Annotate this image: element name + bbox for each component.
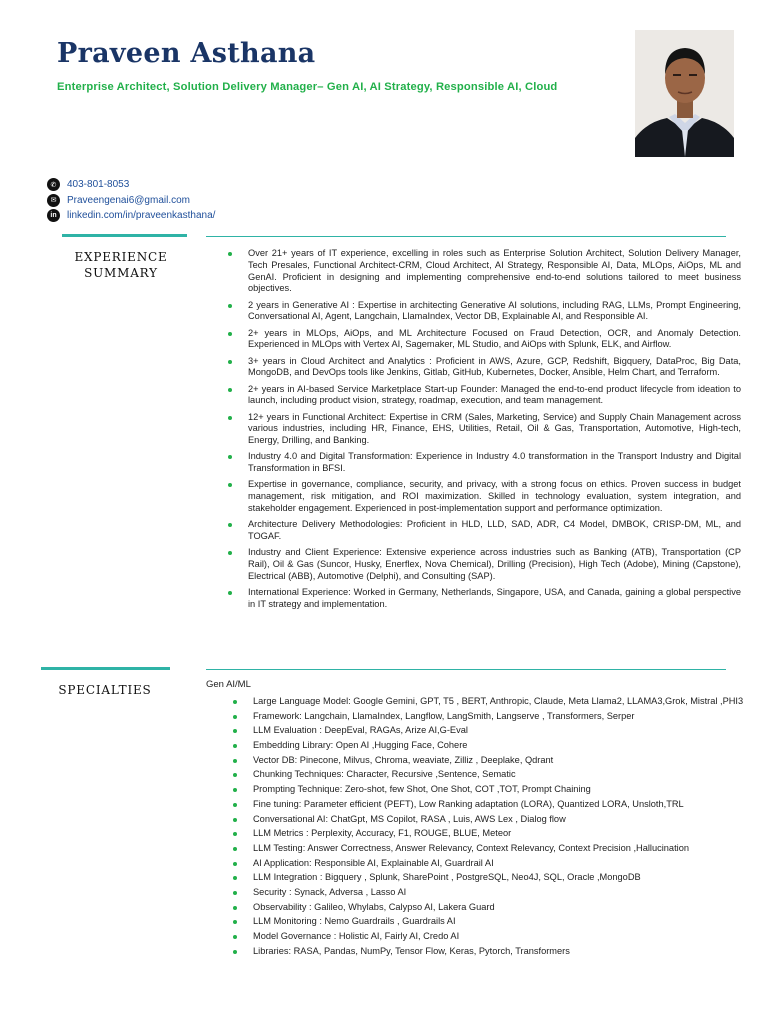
specialty-item: Security : Synack, Adversa , Lasso AI bbox=[253, 887, 753, 899]
specialties-title: SPECIALTIES bbox=[58, 683, 152, 697]
experience-item: Industry and Client Experience: Extensive experience across industries such as Banking (ATB), Transportation (CP Rail), Oil & Gas (Suncor, Husky, Enerflex, Nova Chemical), Drilling (Precision), High Tech (Adobe), Mining (Capstone), Electrical (ABB), Automotive (Delphi), and Consulting (SAP). bbox=[248, 547, 741, 581]
specialty-item: Libraries: RASA, Pandas, NumPy, Tensor Flow, Keras, Pytorch, Transformers bbox=[253, 946, 753, 958]
experience-title-line2: SUMMARY bbox=[84, 266, 158, 280]
profile-photo bbox=[635, 30, 734, 157]
phone-row bbox=[47, 177, 215, 193]
specialties-subheading: Gen AI/ML bbox=[206, 679, 251, 690]
specialty-item: Conversational AI: ChatGpt, MS Copilot, RASA , Luis, AWS Lex , Dialog flow bbox=[253, 814, 753, 826]
experience-item: 2+ years in AI-based Service Marketplace Start-up Founder: Managed the end-to-end product lifecycle from ideation to launch, including product vision, strategy, roadmap, execution, and team management. bbox=[248, 383, 741, 406]
experience-item: Over 21+ years of IT experience, excelling in roles such as Enterprise Solution Architect, Solution Delivery Manager, Tech Presales, Functional Architect-CRM, Cloud Architect, AI Strategy, Responsible AI, Data, MLOps, AiOps, ML and GenAI. Proficient in designing and implementing comprehensive end-to-end solutions tailored to meet business objectives. bbox=[248, 248, 741, 294]
linkedin-row bbox=[47, 208, 215, 224]
specialty-item: Observability : Galileo, Whylabs, Calypso AI, Lakera Guard bbox=[253, 902, 753, 914]
email-link[interactable]: Praveengenai6@gmail.com bbox=[67, 194, 190, 206]
specialty-item: Chunking Techniques: Character, Recursive ,Sentence, Sematic bbox=[253, 769, 753, 781]
specialty-item: Model Governance : Holistic AI, Fairly AI, Credo AI bbox=[253, 931, 753, 943]
specialty-item: LLM Metrics : Perplexity, Accuracy, F1, ROUGE, BLUE, Meteor bbox=[253, 828, 753, 840]
candidate-name: Praveen Asthana bbox=[57, 38, 316, 69]
experience-item: 12+ years in Functional Architect: Expertise in CRM (Sales, Marketing, Service) and Supply Chain Management across various industries, including HR, Finance, EHS, Utilities, Retail, Oil & Gas, Transportation, Automotive, High-tech, Energy, Drilling, and Banking. bbox=[248, 411, 741, 446]
experience-summary-title bbox=[62, 249, 180, 281]
mail-icon: ✉ bbox=[47, 194, 60, 207]
experience-rule-right bbox=[206, 236, 726, 237]
experience-item: 2 years in Generative AI : Expertise in architecting Generative AI solutions, including RAG, LLMs, Prompt Engineering, Conversational AI, Agent, Langchain, LlamaIndex, Vector DB, Explainable AI, and Responsible AI. bbox=[248, 299, 741, 322]
specialty-item: Large Language Model: Google Gemini, GPT, T5 , BERT, Anthropic, Claude, Meta Llama2, LLAMA3,Grok, Mistral ,PHI3 bbox=[253, 696, 753, 708]
phone-icon: ✆ bbox=[47, 178, 60, 191]
specialty-item: Fine tuning: Parameter efficient (PEFT), Low Ranking adaptation (LORA), Quantized LORA, Unsloth,TRL bbox=[253, 799, 753, 811]
specialties-rule-left bbox=[41, 667, 170, 670]
specialties-list bbox=[253, 696, 753, 960]
specialty-item: LLM Integration : Bigquery , Splunk, SharePoint , PostgreSQL, Neo4J, SQL, Oracle ,MongoDB bbox=[253, 872, 753, 884]
experience-item: 3+ years in Cloud Architect and Analytics : Proficient in AWS, Azure, GCP, Redshift, Bigquery, DataProc, Big Data, MongoDB, and DevOps tools like Jenkins, Gitlab, GitHub, Kubernetes, Docker, Ansible, Helm Chart, and Terraform. bbox=[248, 355, 741, 378]
experience-item: Industry 4.0 and Digital Transformation: Experience in Industry 4.0 transformation in the Transport Industry and Digital Transformation in BFSI. bbox=[248, 451, 741, 474]
experience-item: 2+ years in MLOps, AiOps, and ML Architecture Focused on Fraud Detection, OCR, and Anomaly Detection. Experienced in MLOps with Vertex AI, Sagemaker, ML Studio, and AiOps with Splunk, ELK, and Airflow. bbox=[248, 327, 741, 350]
experience-title-line1: EXPERIENCE bbox=[74, 250, 168, 264]
specialty-item: Prompting Technique: Zero-shot, few Shot, One Shot, COT ,TOT, Prompt Chaining bbox=[253, 784, 753, 796]
specialty-item: Embedding Library: Open AI ,Hugging Face, Cohere bbox=[253, 740, 753, 752]
specialty-item: Vector DB: Pinecone, Milvus, Chroma, weaviate, Zilliz , Deeplake, Qdrant bbox=[253, 755, 753, 767]
candidate-headline: Enterprise Architect, Solution Delivery Manager– Gen AI, AI Strategy, Responsible AI, Cloud bbox=[57, 81, 558, 93]
specialty-item: LLM Evaluation : DeepEval, RAGAs, Arize AI,G-Eval bbox=[253, 725, 753, 737]
linkedin-icon: in bbox=[47, 209, 60, 222]
linkedin-link[interactable]: linkedin.com/in/praveenkasthana/ bbox=[67, 210, 216, 222]
experience-list bbox=[248, 248, 741, 615]
experience-item: Expertise in governance, compliance, security, and privacy, with a strong focus on ethics. Proven success in budget management, risk mitigation, and ROI maximization. Skilled in technology evaluation, system integration, and stakeholder engagement. Experienced in post-implementation support and performance optimization. bbox=[248, 479, 741, 513]
experience-item: Architecture Delivery Methodologies: Proficient in HLD, LLD, SAD, ADR, C4 Model, DMBOK, CRISP-DM, ML, and TOGAF. bbox=[248, 519, 741, 541]
experience-rule-left bbox=[62, 234, 187, 237]
specialty-item: LLM Monitoring : Nemo Guardrails , Guardrails AI bbox=[253, 916, 753, 928]
specialty-item: AI Application: Responsible AI, Explainable AI, Guardrail AI bbox=[253, 858, 753, 870]
experience-item: International Experience: Worked in Germany, Netherlands, Singapore, USA, and Canada, gaining a global perspective in IT strategy and implementation. bbox=[248, 586, 741, 609]
email-row bbox=[47, 193, 215, 209]
specialty-item: LLM Testing: Answer Correctness, Answer Relevancy, Context Relevancy, Context Precision ,Hallucination bbox=[253, 843, 753, 855]
specialties-rule-right bbox=[206, 669, 726, 670]
phone-number[interactable]: 403-801-8053 bbox=[67, 179, 130, 191]
contact-block bbox=[47, 177, 215, 224]
specialty-item: Framework: Langchain, LlamaIndex, Langflow, LangSmith, Langserve , Transformers, Serper bbox=[253, 711, 753, 723]
